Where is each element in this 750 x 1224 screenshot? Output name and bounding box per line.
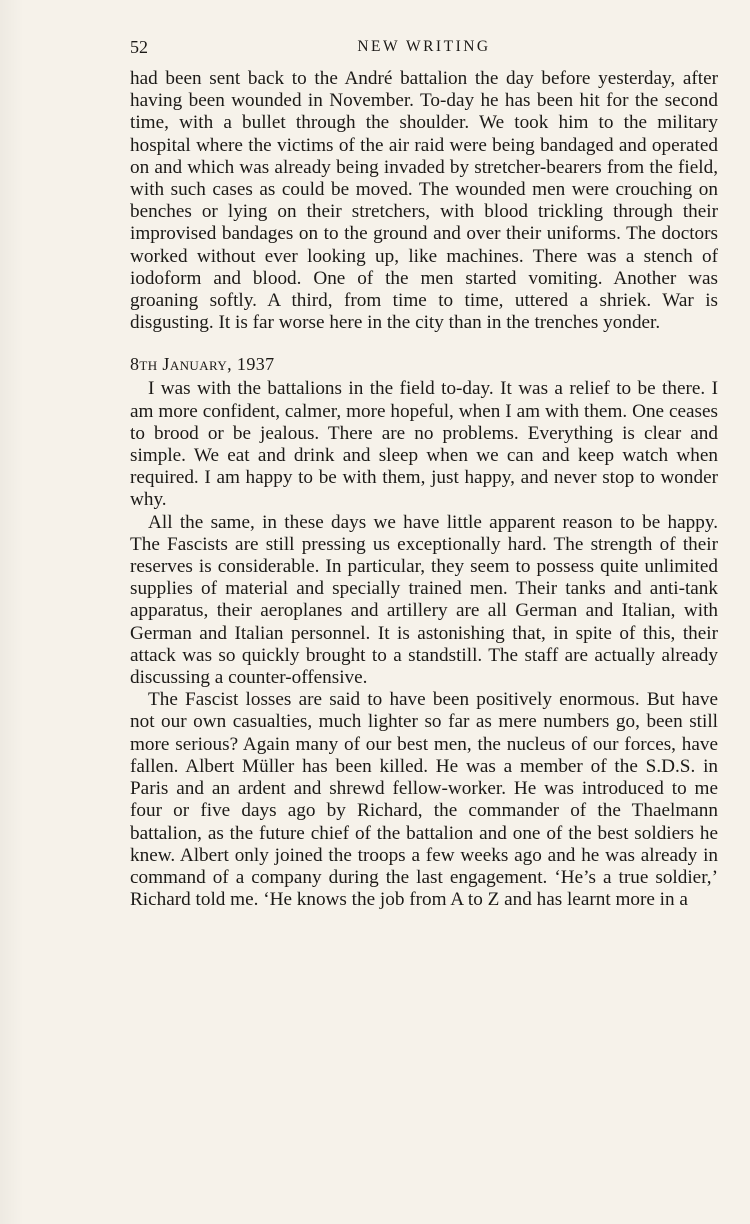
running-head [130,36,718,58]
body-text [130,68,718,911]
paragraph-field-visit: I was with the battalions in the field to-day. It was a relief to be there. I am more confident, calmer, more hopeful, when I am with them. One ceases to brood or be jealous. There are no problems. Everything is clear and simple. We eat and drink and sleep when we can and keep watch when required. I am happy to be with them, just happy, and never stop to wonder why. [130,378,718,511]
running-title: NEW WRITING [357,38,491,55]
paragraph-losses: The Fascist losses are said to have been positively enormous. But have not our own casualties, much lighter so far as mere numbers go, been still more serious? Again many of our best men, the nucleus of our forces, have fallen. Albert Müller has been killed. He was a member of the S.D.S. in Paris and an ardent and shrewd fellow-worker. He was introduced to me four or five days ago by Richard, the commander of the Thaelmann battalion, as the future chief of the battalion and one of the best soldiers he knew. Albert only joined the troops a few weeks ago and he was already in command of a company during the last engagement. ‘He’s a true soldier,’ Richard told me. ‘He knows the job from A to Z and has learnt more in a [130,689,718,911]
page-number: 52 [130,37,148,57]
paragraph-fascist-pressure: All the same, in these days we have little apparent reason to be happy. The Fascists are still pressing us exceptionally hard. The strength of their reserves is considerable. In particular, they seem to possess quite unlimited supplies of material and specially trained men. Their tanks and anti-tank apparatus, their aeroplanes and artillery are all German and Italian, with German and Italian personnel. It is astonishing that, in spite of this, their attack was so quickly brought to a standstill. The staff are actually already discussing a counter-offensive. [130,511,718,689]
date-heading: 8th January, 1937 [130,354,275,375]
paragraph-continued: had been sent back to the André battalion the day before yesterday, after having been wounded in November. To-day he has been hit for the second time, with a bullet through the shoulder. We took him to the military hospital where the victims of the air raid were being bandaged and operated on and which was already being invaded by stretcher-bearers from the field, with such cases as could be moved. The wounded men were crouching on benches or lying on their stretchers, with blood trickling through their improvised bandages on to the ground and over their uniforms. The doctors worked without ever looking up, like machines. There was a stench of iodoform and blood. One of the men started vomiting. Another was groaning softly. A third, from time to time, uttered a shriek. War is disgusting. It is far worse here in the city than in the trenches yonder. [130,68,718,334]
